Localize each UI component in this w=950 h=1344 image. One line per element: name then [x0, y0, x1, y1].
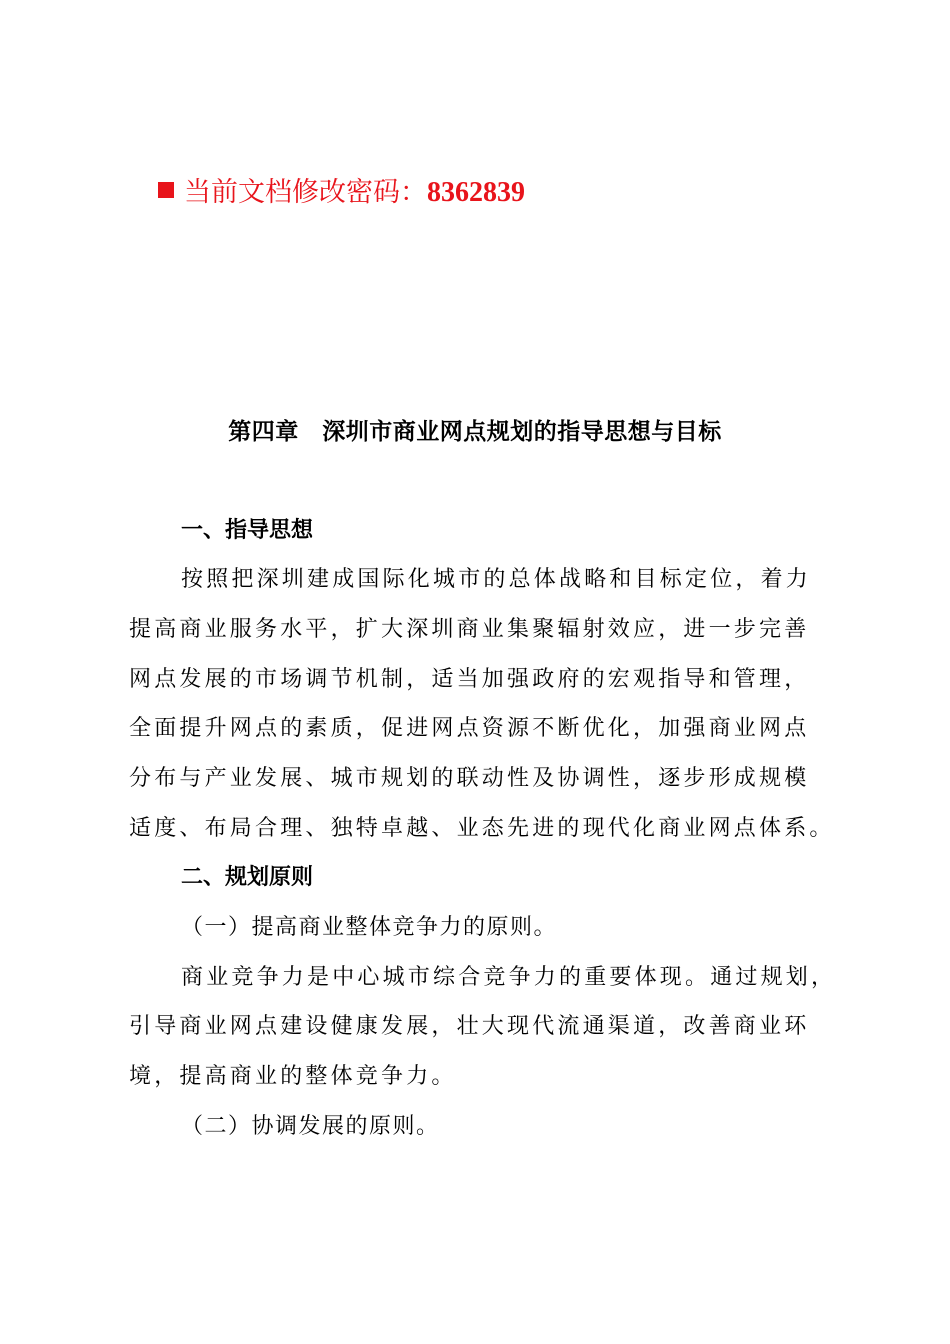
red-square-icon: [158, 182, 174, 198]
section-1-line: 全面提升网点的素质，促进网点资源不断优化，加强商业网点: [129, 716, 810, 741]
chapter-title: 第四章 深圳市商业网点规划的指导思想与目标: [228, 419, 722, 445]
password-notice: [158, 173, 525, 213]
section-1-line: 网点发展的市场调节机制，适当加强政府的宏观指导和管理，: [129, 667, 810, 692]
section-2-heading: 二、规划原则: [181, 865, 314, 890]
principle-2-title: （二）协调发展的原则。: [181, 1114, 440, 1139]
password-notice-label: 当前文档修改密码：: [184, 177, 427, 208]
section-1-line: 按照把深圳建成国际化城市的总体战略和目标定位，着力: [181, 567, 812, 592]
section-1-line: 分布与产业发展、城市规划的联动性及协调性，逐步形成规模: [129, 766, 810, 791]
section-1-line: 适度、布局合理、独特卓越、业态先进的现代化商业网点体系。: [129, 816, 835, 841]
section-1-line: 提高商业服务水平，扩大深圳商业集聚辐射效应，进一步完善: [129, 617, 810, 642]
principle-1-title: （一）提高商业整体竞争力的原则。: [181, 915, 558, 940]
password-code: 8362839: [427, 177, 525, 208]
principle-1-line: 商业竞争力是中心城市综合竞争力的重要体现。通过规划，: [181, 965, 837, 990]
principle-1-line: 引导商业网点建设健康发展，壮大现代流通渠道，改善商业环: [129, 1014, 810, 1039]
principle-1-line: 境，提高商业的整体竞争力。: [129, 1064, 457, 1089]
section-1-heading: 一、指导思想: [181, 518, 314, 543]
